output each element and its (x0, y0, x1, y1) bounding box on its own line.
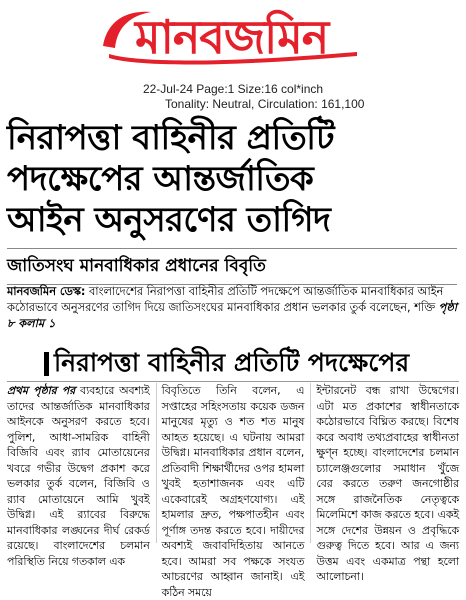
column-1 (7, 383, 150, 568)
column-2-text: বিবৃতিতে তিনি বলেন, এ সপ্তাহের সহিংসতায় কয়েক ডজন মানুষের মৃত্যু ও শত শত মানুষ আহত হয়েছে। এ ঘটনায় আমরা উদ্বিগ্ন। মানবাধিকার প্রধান বলেন, প্রতিবাদী শিক্ষার্থীদের ওপর হামলা খুবই হতাশাজনক এবং এটি একেবারেই অগ্রহণযোগ্য। এই হামলার দ্রুত, পক্ষপাতহীন এবং পূর্ণাঙ্গ তদন্ত করতে হবে। দায়ীদের অবশ্যই জবাবদিহিতায় আনতে হবে। আমরা সব পক্ষকে সংযত আচরণের আহ্বান জানাই। এই কঠিন সময়ে (161, 384, 305, 599)
continuation-headline (50, 348, 434, 378)
lead-paragraph (7, 284, 459, 332)
headline-line-3: আইন অনুসরণের তাগিদ (7, 200, 331, 240)
masthead-logo (95, 2, 367, 74)
continued-on-reference: পৃষ্ঠা ৮ কলাম ১ (7, 301, 457, 330)
continuation-headline-text: নিরাপত্তা বাহিনীর প্রতিটি পদক্ষেপের (54, 348, 410, 377)
column-3 (310, 383, 460, 583)
headline-line-1: নিরাপত্তা বাহিনীর প্রতিটি (7, 118, 334, 158)
continuation-columns (7, 383, 460, 599)
headline-bar-marker (44, 352, 49, 376)
clipping-meta-line2: Tonality: Neutral, Circulation: 161,100 (165, 97, 365, 111)
continued-from-reference: প্রথম পৃষ্ঠার পর (7, 384, 76, 397)
subheadline: জাতিসংঘ মানবাধিকার প্রধানের বিবৃতি (7, 248, 457, 285)
section-divider (7, 381, 459, 382)
lead-text: বাংলাদেশের নিরাপত্তা বাহিনীর প্রতিটি পদক্ষেপে আন্তর্জাতিক মানবাধিকার আইন কঠোরভাবে অনুসরণের তাগিদ দিয়ে জাতিসংঘের মানবাধিকার প্রধান ভলকার তুর্ক বলেছেন, শক্তি (7, 285, 444, 314)
main-headline (7, 118, 457, 241)
masthead-title: মানবজমিন (135, 10, 329, 64)
headline-line-2: পদক্ষেপের আন্তর্জাতিক (7, 159, 314, 199)
clipping-meta-line1: 22-Jul-24 Page:1 Size:16 col*inch (142, 82, 324, 96)
column-2 (156, 383, 305, 599)
lead-dateline: মানবজমিন ডেস্ক: (7, 285, 86, 298)
column-3-text: ইন্টারনেট বন্ধ রাখা উদ্বেগের। এটা মত প্রকাশের স্বাধীনতাকে কঠোরভাবে বিঘ্নিত করছে। বিশেষ করে অবাধ তথ্যপ্রবাহের স্বাধীনতা ক্ষুণ্ন হচ্ছে। বাংলাদেশের চলমান চ্যালেঞ্জগুলোর সমাধান খুঁজে বের করতে তরুণ জনগোষ্ঠীর সঙ্গে রাজনৈতিক নেতৃত্বকে মিলেমিশে কাজ করতে হবে। একই সঙ্গে দেশের উন্নয়ন ও প্রবৃদ্ধিকে গুরুত্ব দিতে হবে। আর এ জন্য উত্তম এবং একমাত্র পন্থা হলো আলোচনা। (316, 384, 460, 583)
column-1-text: ব্যবহারে অবশ্যই তাদের আন্তর্জাতিক মানবাধিকার আইনকে অনুসরণ করতে হবে। পুলিশ, আধা-সামরিক বাহিনী বিজিবি এবং র‍্যাব মোতায়েনের খবরে গভীর উদ্বেগ প্রকাশ করে ভলকার তুর্ক বলেন, বিজিবি ও র‍্যাব মোতায়েনে আমি খুবই উদ্বিগ্ন। এই র‍্যাবের বিরুদ্ধে মানবাধিকার লঙ্ঘনের দীর্ঘ রেকর্ড রয়েছে। বাংলাদেশের চলমান পরিস্থিতি নিয়ে গতকাল এক (7, 384, 150, 568)
